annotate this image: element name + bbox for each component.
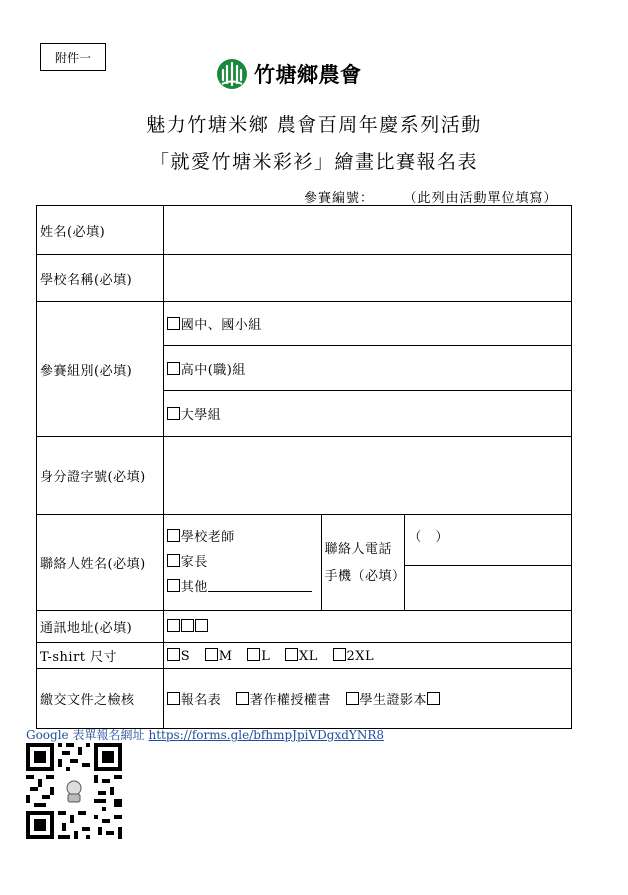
reg-no-label: 參賽編號： (304, 191, 375, 206)
address-field[interactable] (163, 611, 571, 643)
phone-field[interactable]: （ ） (405, 515, 571, 566)
title-line2: 「就愛竹塘米彩衫」繪畫比賽報名表 (149, 151, 478, 173)
size-option-l[interactable]: L (247, 648, 270, 664)
annex-label: 附件一 (40, 43, 106, 71)
group-option-2[interactable]: 高中(職)組 (163, 346, 571, 391)
logo (216, 58, 362, 90)
checkbox[interactable] (167, 554, 180, 567)
school-field[interactable] (163, 255, 571, 302)
size-option-2xl[interactable]: 2XL (333, 648, 375, 664)
registration-form (36, 205, 572, 729)
name-label: 姓名(必填) (37, 206, 164, 255)
title-line1: 魅力竹塘米鄉 農會百周年慶系列活動 (146, 114, 482, 136)
tshirt-sizes (163, 643, 571, 669)
id-field[interactable] (163, 437, 571, 515)
size-option-s[interactable]: S (167, 648, 190, 664)
zip-box-3[interactable] (195, 619, 208, 632)
group-option-3[interactable]: 大學組 (163, 391, 571, 437)
checkbox[interactable] (167, 579, 180, 592)
qr-code[interactable] (26, 743, 122, 839)
doc-option-copyright[interactable]: 著作權授權書 (236, 689, 331, 708)
address-label: 通訊地址(必填) (37, 611, 164, 643)
contact-option-parent[interactable]: 家長 (167, 550, 321, 575)
logo-text: 竹塘鄉農會 (254, 63, 362, 87)
id-label: 身分證字號(必填) (37, 437, 164, 515)
checkbox[interactable] (167, 317, 180, 330)
docs-checklist (163, 669, 571, 729)
rice-logo-icon (216, 58, 248, 90)
doc-option-student-id[interactable]: 學生證影本 (346, 689, 442, 708)
checkbox[interactable] (427, 692, 440, 705)
checkbox[interactable] (167, 529, 180, 542)
checkbox[interactable] (236, 692, 249, 705)
checkbox[interactable] (247, 648, 260, 661)
checkbox[interactable] (205, 648, 218, 661)
doc-option-form[interactable]: 報名表 (167, 689, 222, 708)
google-form-url[interactable]: https://forms.gle/bfhmpJpiVDgxdYNR8 (148, 728, 384, 742)
group-option-1[interactable]: 國中、國小組 (163, 302, 571, 346)
tshirt-label: T-shirt 尺寸 (37, 643, 164, 669)
checkbox[interactable] (167, 692, 180, 705)
contact-options (163, 515, 321, 611)
checkbox[interactable] (167, 407, 180, 420)
checkbox[interactable] (285, 648, 298, 661)
zip-box-1[interactable] (167, 619, 180, 632)
contact-option-teacher[interactable]: 學校老師 (167, 525, 321, 550)
checkbox[interactable] (333, 648, 346, 661)
phone-label: 聯絡人電話 (324, 541, 393, 557)
phone-cells (405, 515, 572, 611)
group-label: 參賽組別(必填) (37, 302, 164, 437)
phone-label-cell (321, 515, 405, 611)
reg-no-hint: （此列由活動單位填寫） (410, 191, 558, 206)
checkbox[interactable] (346, 692, 359, 705)
google-form-link (26, 726, 384, 743)
size-option-m[interactable]: M (205, 648, 233, 664)
checkbox[interactable] (167, 362, 180, 375)
size-option-xl[interactable]: XL (285, 648, 318, 664)
registration-number (304, 187, 558, 206)
zip-box-2[interactable] (181, 619, 194, 632)
checkbox[interactable] (167, 648, 180, 661)
school-label: 學校名稱(必填) (37, 255, 164, 302)
name-field[interactable] (163, 206, 571, 255)
docs-label: 繳交文件之檢核 (37, 669, 164, 729)
contact-label: 聯絡人姓名(必填) (37, 515, 164, 611)
mobile-label: 手機（必填） (324, 568, 406, 584)
other-blank-line[interactable] (208, 581, 312, 592)
mobile-field[interactable] (405, 566, 571, 610)
google-form-label: Google 表單報名網址 (26, 728, 145, 742)
contact-option-other[interactable]: 其他 (167, 575, 321, 600)
